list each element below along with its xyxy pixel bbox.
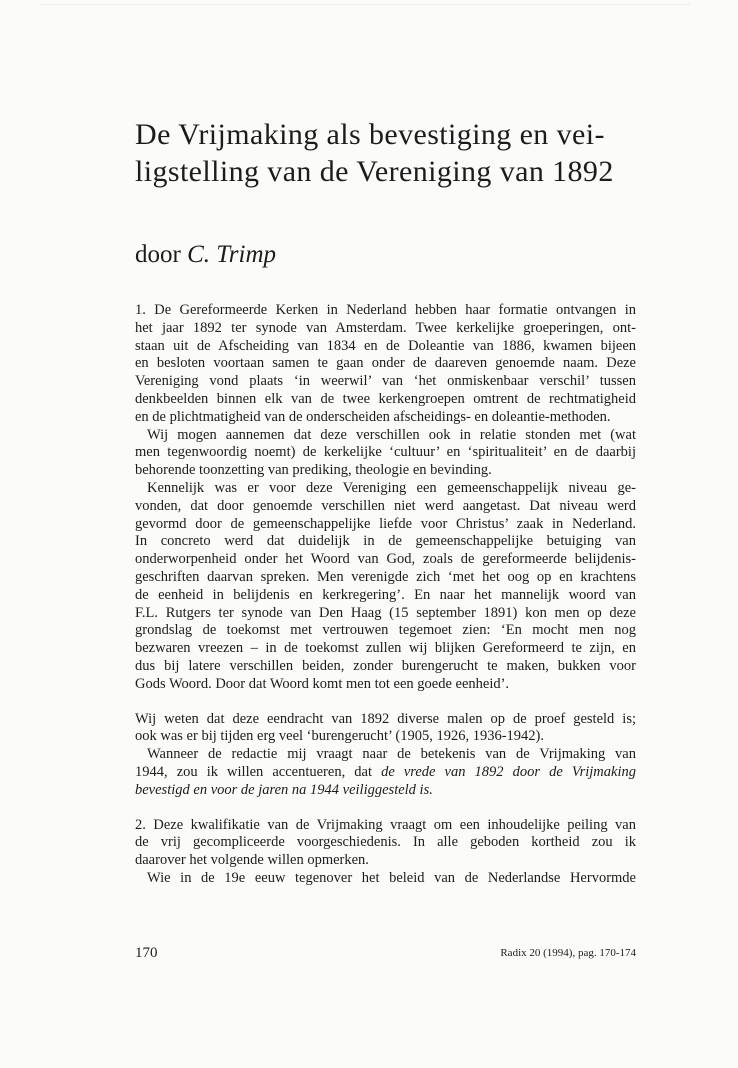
journal-citation: Radix 20 (1994), pag. 170-174: [500, 947, 636, 959]
title-line: ligstelling van de Vereniging van 1892: [135, 155, 614, 188]
text-line: 1. De Gereformeerde Kerken in Nederland hebben haar formatie ontvangen in: [135, 302, 636, 318]
text-line: men tegenwoordig noemt) de kerkelijke ‘cultuur’ en ‘spiritualiteit’ en de daarbij: [135, 444, 636, 461]
text-line: In concreto werd dat duidelijk in de gemeenschappelijke betuiging van: [135, 533, 636, 550]
text-line: geschriften daarvan spreken. Men verenigde zich ‘met het oog op en krachtens: [135, 568, 636, 585]
paragraph: [135, 817, 636, 870]
text-line: [135, 764, 636, 782]
paragraph: [135, 870, 636, 888]
text-line: bezwaren vreezen – in de toekomst zullen wij blijken Gereformeerd te zijn, en: [135, 640, 636, 657]
paragraph: [135, 302, 636, 427]
text-line: dus bij latere verschillen beiden, zonder burengerucht te maken, bukken voor: [135, 657, 636, 674]
paragraph: [135, 480, 636, 694]
text-line: behorende toonzetting van prediking, theologie en bevinding.: [135, 462, 492, 479]
paragraph: [135, 427, 636, 480]
emphasis-text: bevestigd en voor de jaren na 1944 veiliggesteld is.: [135, 781, 433, 798]
text-line: ook was er bij tijden erg veel ‘burengerucht’ (1905, 1926, 1936-1942).: [135, 728, 544, 745]
text-line: F.L. Rutgers ter synode van Den Haag (15 september 1891) kon men op deze: [135, 604, 636, 621]
title-line: De Vrijmaking als bevestiging en vei-: [135, 118, 605, 151]
text-line: daarover het volgende willen opmerken.: [135, 852, 369, 869]
text-line: grondslag de toekomst met vertrouwen tegemoet zien: ‘En mocht men nog: [135, 622, 636, 639]
article-title: [135, 116, 655, 190]
article-body: [135, 302, 636, 888]
text-line: en besloten voortaan samen te gaan onder de daareven genoemde naam. Deze: [135, 355, 636, 372]
text-line: de eenheid in belijdenis en kerkregering’. En naar het mannelijk woord van: [135, 586, 636, 603]
text-line: Kennelijk was er voor deze Vereniging een gemeenschappelijk niveau ge-: [147, 479, 636, 496]
text-line: Wij mogen aannemen dat deze verschillen ook in relatie stonden met (wat: [147, 426, 636, 443]
text-line: vonden, dat door genoemde verschillen niet werd aangetast. Dat niveau werd: [135, 497, 636, 514]
text-line: en de plichtmatigheid van de onderscheiden afscheidings- en doleantie-methoden.: [135, 408, 611, 425]
text-line: Wie in de 19e eeuw tegenover het beleid van de Nederlandse Hervormde: [147, 869, 636, 886]
paragraph-gap: [135, 800, 636, 817]
text-line: het jaar 1892 ter synode van Amsterdam. Twee kerkelijke groeperingen, ont-: [135, 319, 636, 336]
page-number: 170: [135, 945, 158, 961]
text-line: de vrij gecompliceerde voorgeschiedenis. In alle geboden kortheid zou ik: [135, 834, 636, 851]
text-line: 2. Deze kwalifikatie van de Vrijmaking vraagt om een inhoudelijke peiling van: [135, 816, 636, 833]
text-run: 1944, zou ik willen accentueren, dat: [135, 763, 382, 780]
text-line: Gods Woord. Door dat Woord komt men tot een goede eenheid’.: [135, 675, 510, 692]
text-line: Vereniging vond plaats ‘in weerwil’ van ‘het onmiskenbaar verschil’ tussen: [135, 373, 636, 390]
text-line: staan uit de Afscheiding van 1834 en de Doleantie van 1886, kwamen bijeen: [135, 337, 636, 354]
text-line: Wij weten dat deze eendracht van 1892 diverse malen op de proef gesteld is;: [135, 710, 636, 727]
paragraph-gap: [135, 694, 636, 711]
text-line: onderworpenheid onder het Woord van God, zoals de gereformeerde belijdenis-: [135, 551, 636, 568]
author-line: [135, 240, 276, 270]
top-edge-rule: [40, 4, 690, 5]
author-name: C. Trimp: [187, 241, 277, 268]
emphasis-text: de vrede van 1892 door de Vrijmaking: [381, 763, 636, 780]
paragraph: [135, 711, 636, 747]
text-line: gevormd door de gemeenschappelijke liefde voor Christus’ zaak in Nederland.: [135, 515, 636, 532]
author-prefix: door: [135, 241, 181, 268]
text-line: Wanneer de redactie mij vraagt naar de betekenis van de Vrijmaking van: [147, 746, 636, 763]
paragraph: [135, 746, 636, 799]
text-line: denkbeelden binnen elk van de twee kerkengroepen omtrent de rechtmatigheid: [135, 390, 636, 407]
